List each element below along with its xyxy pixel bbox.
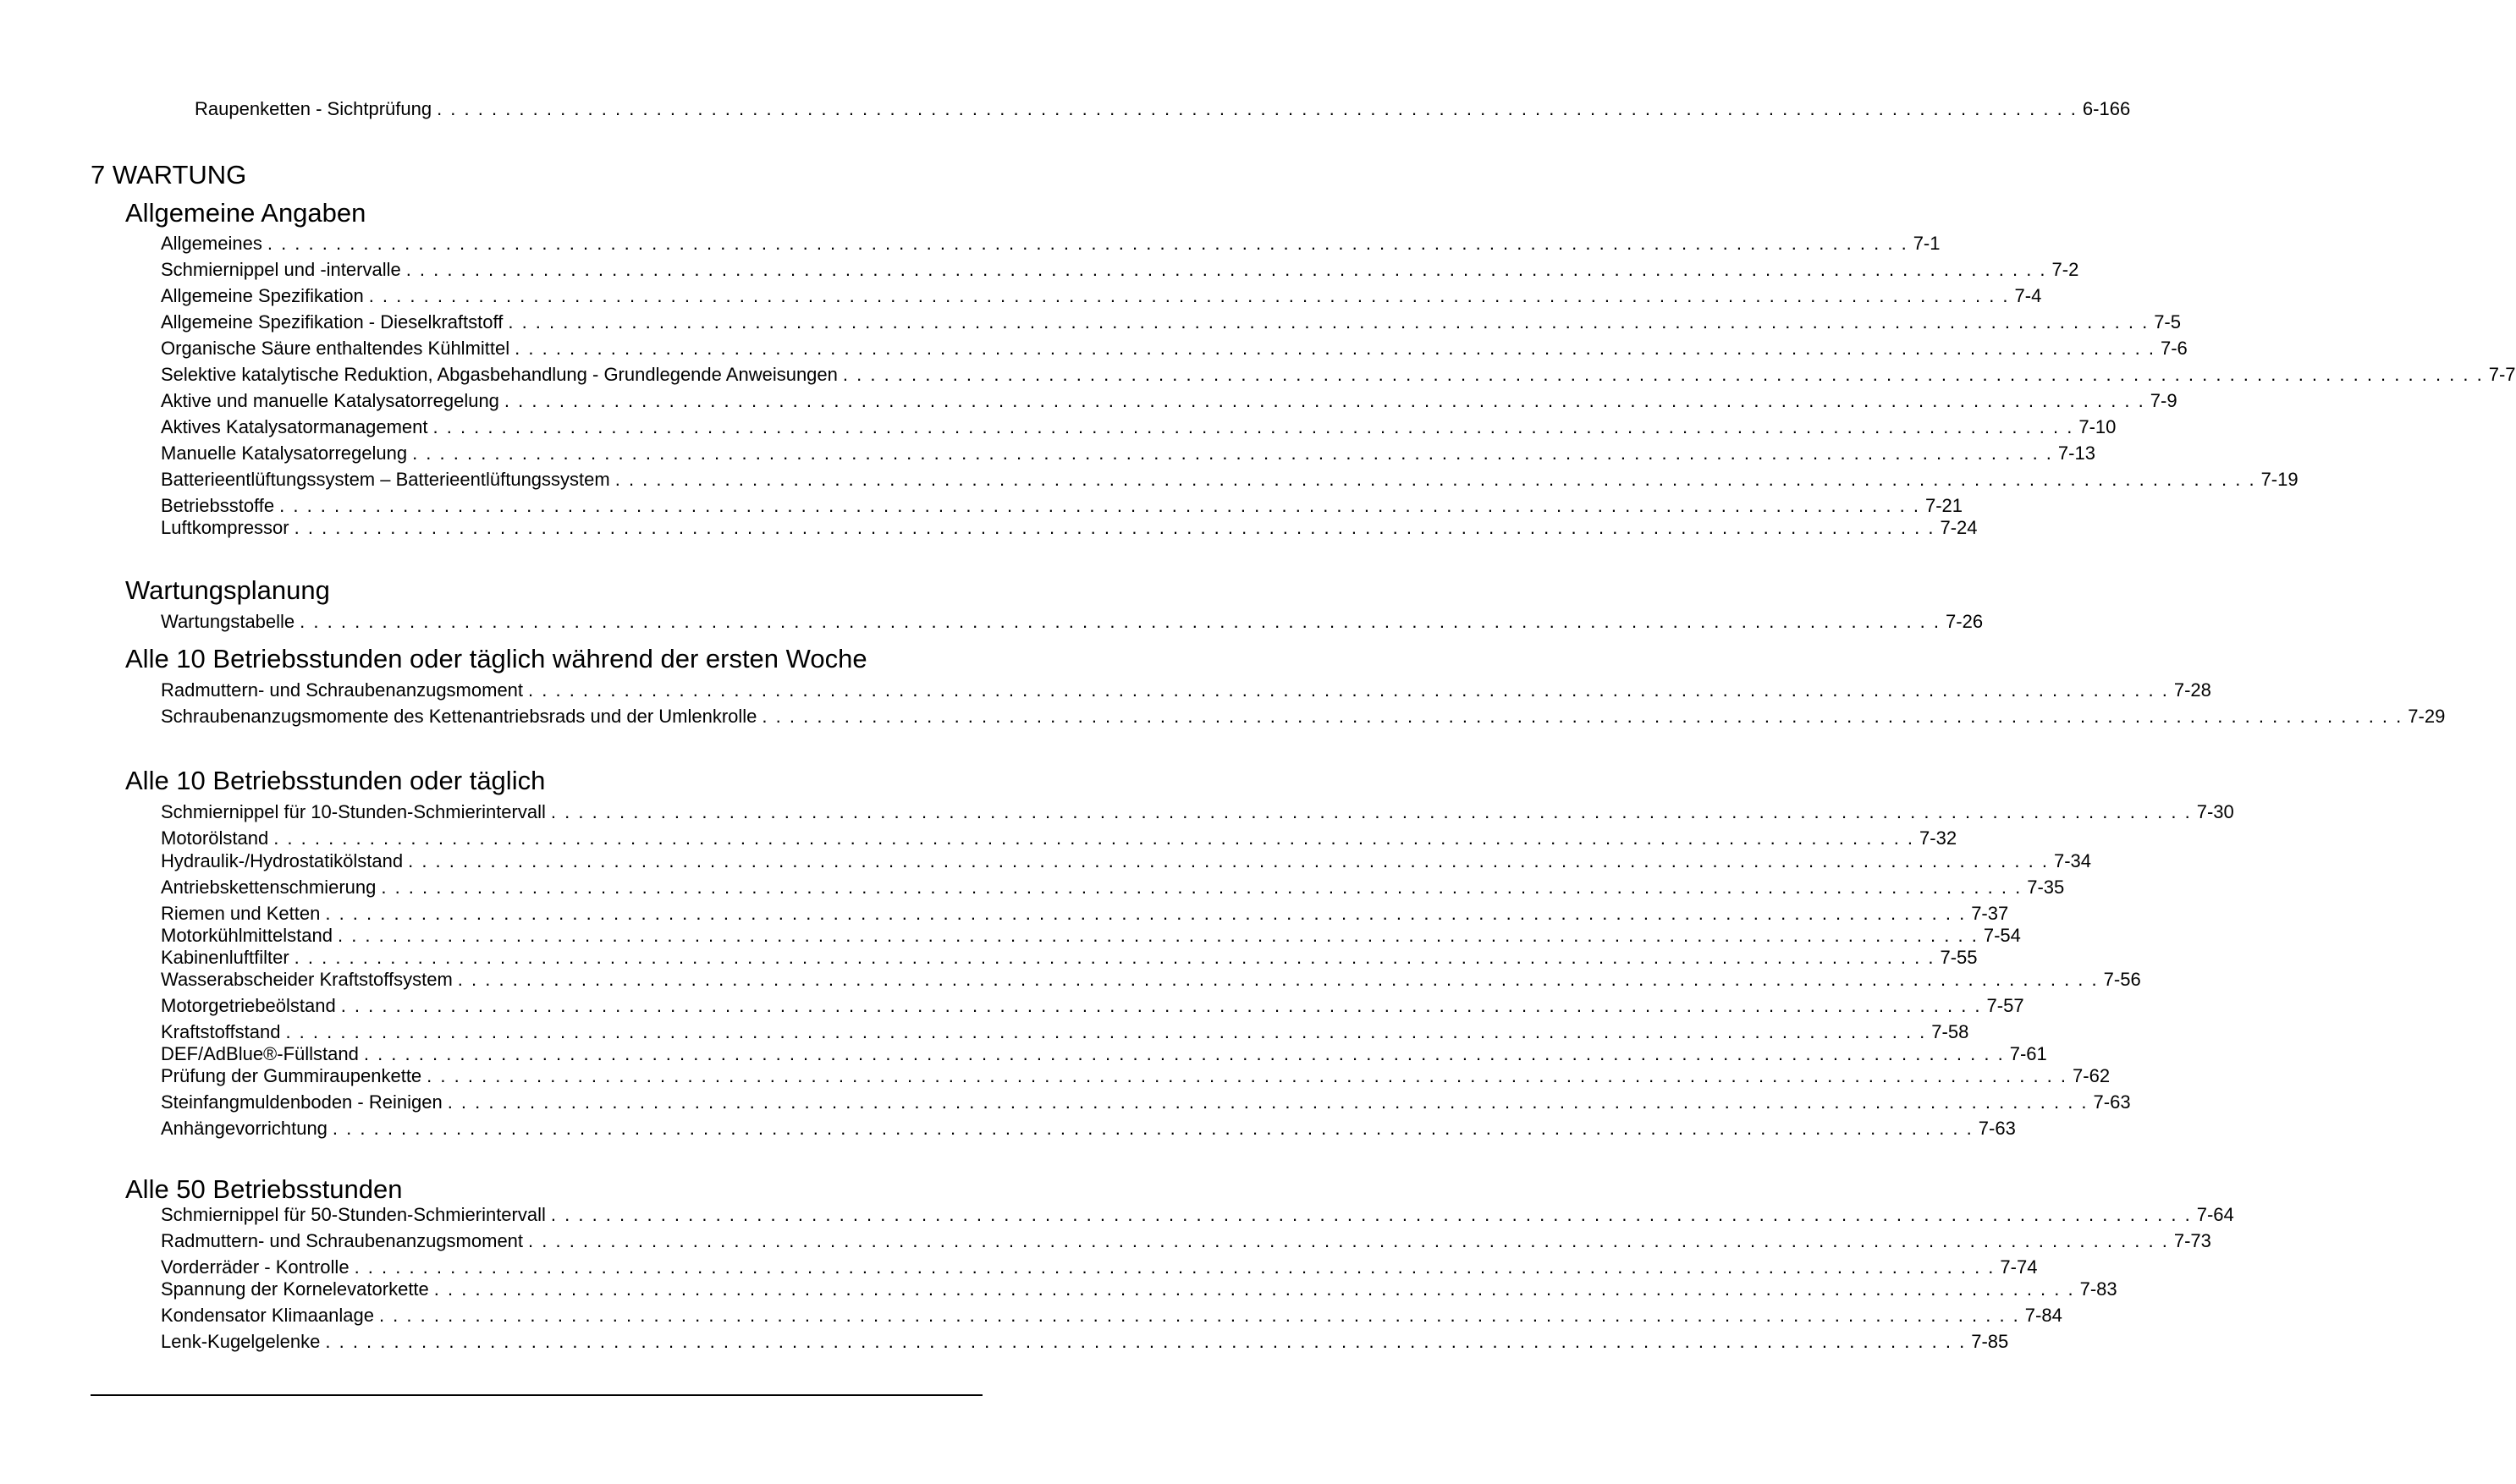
toc-entry[interactable] — [161, 850, 2091, 872]
dot-leader: . . . . . . . . . . . . . . . . . . . . . . . . . . . . . . . . . . . . . . . . . . . . . . . . . . . . . . . . . . . . . . . . . . . . . . . . . . . . . . . . . . . . . . . . . . . . . . . . . . . . . . . . . . . . . . . . . . . . . . . . — [340, 995, 1982, 1016]
section-title: Alle 10 Betriebsstunden oder täglich — [125, 766, 546, 795]
toc-entry-title: Kondensator Klimaanlage — [161, 1305, 374, 1326]
toc-entry[interactable] — [161, 1331, 2009, 1353]
toc-entry[interactable] — [161, 1065, 2111, 1087]
toc-entry[interactable] — [161, 1021, 1969, 1043]
dot-leader: . . . . . . . . . . . . . . . . . . . . . . . . . . . . . . . . . . . . . . . . . . . . . . . . . . . . . . . . . . . . . . . . . . . . . . . . . . . . . . . . . . . . . . . . . . . . . . . . . . . . . . . . . . . . . . . . . . . . . . . . — [437, 98, 2078, 119]
toc-entry[interactable] — [161, 1043, 2047, 1065]
dot-leader: . . . . . . . . . . . . . . . . . . . . . . . . . . . . . . . . . . . . . . . . . . . . . . . . . . . . . . . . . . . . . . . . . . . . . . . . . . . . . . . . . . . . . . . . . . . . . . . . . . . . . . . . . . . . . . . . . . . . . . . . — [363, 1043, 2005, 1064]
toc-entry-title: Schmiernippel für 50-Stunden-Schmierintervall — [161, 1204, 546, 1225]
toc-entry-title: Manuelle Katalysatorregelung — [161, 442, 408, 464]
toc-entry-page: 7-63 — [2093, 1091, 2131, 1113]
toc-entry[interactable] — [161, 925, 2021, 947]
toc-entry[interactable] — [161, 679, 2211, 701]
dot-leader: . . . . . . . . . . . . . . . . . . . . . . . . . . . . . . . . . . . . . . . . . . . . . . . . . . . . . . . . . . . . . . . . . . . . . . . . . . . . . . . . . . . . . . . . . . . . . . . . . . . . . . . . . . . . . . . . . . . . . . . . — [528, 679, 2169, 701]
dot-leader: . . . . . . . . . . . . . . . . . . . . . . . . . . . . . . . . . . . . . . . . . . . . . . . . . . . . . . . . . . . . . . . . . . . . . . . . . . . . . . . . . . . . . . . . . . . . . . . . . . . . . . . . . . . . . . . . . . . . . . . . — [550, 801, 2192, 822]
toc-entry[interactable] — [161, 706, 2446, 728]
toc-entry-title: Selektive katalytische Reduktion, Abgasbehandlung - Grundlegende Anweisungen — [161, 364, 838, 385]
toc-entry-page: 7-9 — [2150, 390, 2177, 411]
dot-leader: . . . . . . . . . . . . . . . . . . . . . . . . . . . . . . . . . . . . . . . . . . . . . . . . . . . . . . . . . . . . . . . . . . . . . . . . . . . . . . . . . . . . . . . . . . . . . . . . . . . . . . . . . . . . . . . . . . . . . . . . — [427, 1065, 2068, 1086]
toc-entry[interactable] — [161, 1278, 2117, 1300]
dot-leader: . . . . . . . . . . . . . . . . . . . . . . . . . . . . . . . . . . . . . . . . . . . . . . . . . . . . . . . . . . . . . . . . . . . . . . . . . . . . . . . . . . . . . . . . . . . . . . . . . . . . . . . . . . . . . . . . . . . . . . . . — [279, 495, 1920, 516]
toc-entry[interactable] — [161, 517, 1978, 539]
toc-entry-page: 7-1 — [1913, 233, 1941, 254]
toc-entry-page: 6-166 — [2082, 98, 2131, 119]
section-title: Alle 10 Betriebsstunden oder täglich während der ersten Woche — [125, 644, 867, 673]
toc-entry-title: Radmuttern- und Schraubenanzugsmoment — [161, 1230, 524, 1251]
toc-entry-title: Motorgetriebeölstand — [161, 995, 336, 1016]
toc-entry-title: Riemen und Ketten — [161, 903, 321, 924]
toc-entry-page: 7-5 — [2154, 311, 2181, 333]
toc-entry-top[interactable] — [195, 98, 2131, 120]
toc-entry-title: Raupenketten - Sichtprüfung — [195, 98, 432, 119]
dot-leader: . . . . . . . . . . . . . . . . . . . . . . . . . . . . . . . . . . . . . . . . . . . . . . . . . . . . . . . . . . . . . . . . . . . . . . . . . . . . . . . . . . . . . . . . . . . . . . . . . . . . . . . . . . . . . . . . . . . . . . . . — [294, 517, 1935, 538]
toc-entry-page: 7-4 — [2014, 285, 2042, 306]
toc-entry[interactable] — [161, 364, 2516, 386]
toc-entry-title: Schmiernippel für 10-Stunden-Schmierintervall — [161, 801, 546, 822]
toc-entry-page: 7-54 — [1983, 925, 2021, 946]
toc-entry-page: 7-73 — [2173, 1230, 2211, 1251]
toc-entry[interactable] — [161, 338, 2188, 360]
dot-leader: . . . . . . . . . . . . . . . . . . . . . . . . . . . . . . . . . . . . . . . . . . . . . . . . . . . . . . . . . . . . . . . . . . . . . . . . . . . . . . . . . . . . . . . . . . . . . . . . . . . . . . . . . . . . . . . . . . . . . . . . — [300, 611, 1941, 632]
section-title: Alle 50 Betriebsstunden — [125, 1174, 403, 1204]
toc-entry-title: Kabinenluftfilter — [161, 947, 289, 968]
dot-leader: . . . . . . . . . . . . . . . . . . . . . . . . . . . . . . . . . . . . . . . . . . . . . . . . . . . . . . . . . . . . . . . . . . . . . . . . . . . . . . . . . . . . . . . . . . . . . . . . . . . . . . . . . . . . . . . . . . . . . . . . — [447, 1091, 2089, 1113]
dot-leader: . . . . . . . . . . . . . . . . . . . . . . . . . . . . . . . . . . . . . . . . . . . . . . . . . . . . . . . . . . . . . . . . . . . . . . . . . . . . . . . . . . . . . . . . . . . . . . . . . . . . . . . . . . . . . . . . . . . . . . . . — [528, 1230, 2169, 1251]
dot-leader: . . . . . . . . . . . . . . . . . . . . . . . . . . . . . . . . . . . . . . . . . . . . . . . . . . . . . . . . . . . . . . . . . . . . . . . . . . . . . . . . . . . . . . . . . . . . . . . . . . . . . . . . . . . . . . . . . . . . . . . . — [294, 947, 1935, 968]
toc-entry-page: 7-21 — [1924, 495, 1963, 516]
toc-entry-page: 7-58 — [1931, 1021, 1969, 1042]
dot-leader: . . . . . . . . . . . . . . . . . . . . . . . . . . . . . . . . . . . . . . . . . . . . . . . . . . . . . . . . . . . . . . . . . . . . . . . . . . . . . . . . . . . . . . . . . . . . . . . . . . . . . . . . . . . . . . . . . . . . . . . . — [405, 259, 2047, 280]
footer-divider — [91, 1394, 983, 1396]
toc-entry-page: 7-10 — [2078, 416, 2117, 437]
toc-entry-page: 7-7 — [2488, 364, 2516, 385]
dot-leader: . . . . . . . . . . . . . . . . . . . . . . . . . . . . . . . . . . . . . . . . . . . . . . . . . . . . . . . . . . . . . . . . . . . . . . . . . . . . . . . . . . . . . . . . . . . . . . . . . . . . . . . . . . . . . . . . . . . . . . . . — [508, 311, 2150, 333]
toc-entry-page: 7-56 — [2103, 969, 2141, 990]
toc-entry-page: 7-55 — [1940, 947, 1978, 968]
dot-leader: . . . . . . . . . . . . . . . . . . . . . . . . . . . . . . . . . . . . . . . . . . . . . . . . . . . . . . . . . . . . . . . . . . . . . . . . . . . . . . . . . . . . . . . . . . . . . . . . . . . . . . . . . . . . . . . . . . . . . . . . — [550, 1204, 2192, 1225]
dot-leader: . . . . . . . . . . . . . . . . . . . . . . . . . . . . . . . . . . . . . . . . . . . . . . . . . . . . . . . . . . . . . . . . . . . . . . . . . . . . . . . . . . . . . . . . . . . . . . . . . . . . . . . . . . . . . . . . . . . . . . . . — [381, 877, 2023, 898]
toc-entry-title: Motorölstand — [161, 827, 269, 849]
chapter-title: 7 WARTUNG — [91, 160, 247, 190]
toc-entry-title: Hydraulik-/Hydrostatikölstand — [161, 850, 404, 871]
toc-entry[interactable] — [161, 947, 1978, 969]
toc-entry-page: 7-6 — [2160, 338, 2188, 359]
dot-leader: . . . . . . . . . . . . . . . . . . . . . . . . . . . . . . . . . . . . . . . . . . . . . . . . . . . . . . . . . . . . . . . . . . . . . . . . . . . . . . . . . . . . . . . . . . . . . . . . . . . . . . . . . . . . . . . . . . . . . . . . — [762, 706, 2403, 727]
toc-entry-title: Vorderräder - Kontrolle — [161, 1256, 350, 1278]
toc-entry-title: Wasserabscheider Kraftstoffsystem — [161, 969, 453, 990]
toc-entry[interactable] — [161, 311, 2181, 333]
toc-entry-page: 7-30 — [2196, 801, 2234, 822]
dot-leader: . . . . . . . . . . . . . . . . . . . . . . . . . . . . . . . . . . . . . . . . . . . . . . . . . . . . . . . . . . . . . . . . . . . . . . . . . . . . . . . . . . . . . . . . . . . . . . . . . . . . . . . . . . . . . . . . . . . . . . . . — [378, 1305, 2020, 1326]
toc-entry-title: Organische Säure enthaltendes Kühlmittel — [161, 338, 510, 359]
toc-entry-page: 7-57 — [1986, 995, 2024, 1016]
toc-entry-page: 7-37 — [1971, 903, 2009, 924]
dot-leader: . . . . . . . . . . . . . . . . . . . . . . . . . . . . . . . . . . . . . . . . . . . . . . . . . . . . . . . . . . . . . . . . . . . . . . . . . . . . . . . . . . . . . . . . . . . . . . . . . . . . . . . . . . . . . . . . . . . . . . . . — [354, 1256, 1996, 1278]
toc-entry[interactable] — [161, 259, 2079, 281]
toc-entry-page: 7-62 — [2073, 1065, 2111, 1086]
toc-entry-title: DEF/AdBlue®-Füllstand — [161, 1043, 359, 1064]
toc-entry-title: Batterieentlüftungssystem – Batterieentlüftungssystem — [161, 469, 610, 490]
toc-entry[interactable] — [161, 495, 1963, 517]
toc-entry-page: 7-63 — [1978, 1118, 2016, 1139]
dot-leader: . . . . . . . . . . . . . . . . . . . . . . . . . . . . . . . . . . . . . . . . . . . . . . . . . . . . . . . . . . . . . . . . . . . . . . . . . . . . . . . . . . . . . . . . . . . . . . . . . . . . . . . . . . . . . . . . . . . . . . . . — [842, 364, 2484, 385]
toc-entry[interactable] — [161, 1230, 2211, 1252]
toc-entry[interactable] — [161, 877, 2065, 899]
toc-entry-page: 7-74 — [2000, 1256, 2038, 1278]
dot-leader: . . . . . . . . . . . . . . . . . . . . . . . . . . . . . . . . . . . . . . . . . . . . . . . . . . . . . . . . . . . . . . . . . . . . . . . . . . . . . . . . . . . . . . . . . . . . . . . . . . . . . . . . . . . . . . . . . . . . . . . . — [325, 1331, 1967, 1352]
toc-entry[interactable] — [161, 233, 1941, 255]
toc-entry-page: 7-64 — [2196, 1204, 2234, 1225]
section-title: Wartungsplanung — [125, 575, 330, 605]
toc-entry-page: 7-13 — [2057, 442, 2095, 464]
toc-entry[interactable] — [161, 611, 1984, 633]
toc-entry-page: 7-26 — [1946, 611, 1984, 632]
toc-entry[interactable] — [161, 285, 2042, 307]
toc-entry[interactable] — [161, 390, 2177, 412]
dot-leader: . . . . . . . . . . . . . . . . . . . . . . . . . . . . . . . . . . . . . . . . . . . . . . . . . . . . . . . . . . . . . . . . . . . . . . . . . . . . . . . . . . . . . . . . . . . . . . . . . . . . . . . . . . . . . . . . . . . . . . . . — [273, 827, 1915, 849]
dot-leader: . . . . . . . . . . . . . . . . . . . . . . . . . . . . . . . . . . . . . . . . . . . . . . . . . . . . . . . . . . . . . . . . . . . . . . . . . . . . . . . . . . . . . . . . . . . . . . . . . . . . . . . . . . . . . . . . . . . . . . . . — [457, 969, 2099, 990]
toc-entry[interactable] — [161, 969, 2141, 991]
toc-entry-title: Betriebsstoffe — [161, 495, 275, 516]
toc-entry[interactable] — [161, 1204, 2234, 1226]
toc-entry-page: 7-19 — [2260, 469, 2299, 490]
dot-leader: . . . . . . . . . . . . . . . . . . . . . . . . . . . . . . . . . . . . . . . . . . . . . . . . . . . . . . . . . . . . . . . . . . . . . . . . . . . . . . . . . . . . . . . . . . . . . . . . . . . . . . . . . . . . . . . . . . . . . . . . — [267, 233, 1908, 254]
toc-entry[interactable] — [161, 1256, 2038, 1278]
dot-leader: . . . . . . . . . . . . . . . . . . . . . . . . . . . . . . . . . . . . . . . . . . . . . . . . . . . . . . . . . . . . . . . . . . . . . . . . . . . . . . . . . . . . . . . . . . . . . . . . . . . . . . . . . . . . . . . . . . . . . . . . — [368, 285, 2010, 306]
toc-entry-title: Allgemeines — [161, 233, 262, 254]
toc-entry[interactable] — [161, 1118, 2016, 1140]
toc-entry[interactable] — [161, 1305, 2062, 1327]
toc-entry-title: Antriebskettenschmierung — [161, 877, 377, 898]
toc-entry-title: Allgemeine Spezifikation — [161, 285, 364, 306]
toc-entry-title: Luftkompressor — [161, 517, 289, 538]
toc-entry-title: Wartungstabelle — [161, 611, 295, 632]
dot-leader: . . . . . . . . . . . . . . . . . . . . . . . . . . . . . . . . . . . . . . . . . . . . . . . . . . . . . . . . . . . . . . . . . . . . . . . . . . . . . . . . . . . . . . . . . . . . . . . . . . . . . . . . . . . . . . . . . . . . . . . . — [614, 469, 2256, 490]
section-title: Allgemeine Angaben — [125, 198, 366, 228]
toc-entry-page: 7-2 — [2051, 259, 2079, 280]
dot-leader: . . . . . . . . . . . . . . . . . . . . . . . . . . . . . . . . . . . . . . . . . . . . . . . . . . . . . . . . . . . . . . . . . . . . . . . . . . . . . . . . . . . . . . . . . . . . . . . . . . . . . . . . . . . . . . . . . . . . . . . . — [285, 1021, 1927, 1042]
toc-entry[interactable] — [161, 995, 2024, 1017]
dot-leader: . . . . . . . . . . . . . . . . . . . . . . . . . . . . . . . . . . . . . . . . . . . . . . . . . . . . . . . . . . . . . . . . . . . . . . . . . . . . . . . . . . . . . . . . . . . . . . . . . . . . . . . . . . . . . . . . . . . . . . . . — [408, 850, 2049, 871]
toc-entry-title: Steinfangmuldenboden - Reinigen — [161, 1091, 443, 1113]
toc-entry-page: 7-32 — [1919, 827, 1957, 849]
toc-entry-title: Radmuttern- und Schraubenanzugsmoment — [161, 679, 524, 701]
toc-entry[interactable] — [161, 442, 2095, 464]
toc-entry-title: Aktive und manuelle Katalysatorregelung — [161, 390, 499, 411]
toc-entry[interactable] — [161, 1091, 2131, 1113]
toc-entry-title: Anhängevorrichtung — [161, 1118, 328, 1139]
toc-entry-title: Prüfung der Gummiraupenkette — [161, 1065, 422, 1086]
toc-entry[interactable] — [161, 903, 2009, 925]
toc-entry-title: Lenk-Kugelgelenke — [161, 1331, 321, 1352]
dot-leader: . . . . . . . . . . . . . . . . . . . . . . . . . . . . . . . . . . . . . . . . . . . . . . . . . . . . . . . . . . . . . . . . . . . . . . . . . . . . . . . . . . . . . . . . . . . . . . . . . . . . . . . . . . . . . . . . . . . . . . . . — [337, 925, 1979, 946]
toc-entry-title: Schraubenanzugsmomente des Kettenantriebsrads und der Umlenkrolle — [161, 706, 757, 727]
toc-entry-page: 7-83 — [2079, 1278, 2117, 1300]
toc-entry-page: 7-29 — [2408, 706, 2446, 727]
dot-leader: . . . . . . . . . . . . . . . . . . . . . . . . . . . . . . . . . . . . . . . . . . . . . . . . . . . . . . . . . . . . . . . . . . . . . . . . . . . . . . . . . . . . . . . . . . . . . . . . . . . . . . . . . . . . . . . . . . . . . . . . — [432, 416, 2074, 437]
toc-entry[interactable] — [161, 469, 2299, 491]
toc-entry[interactable] — [161, 801, 2234, 823]
dot-leader: . . . . . . . . . . . . . . . . . . . . . . . . . . . . . . . . . . . . . . . . . . . . . . . . . . . . . . . . . . . . . . . . . . . . . . . . . . . . . . . . . . . . . . . . . . . . . . . . . . . . . . . . . . . . . . . . . . . . . . . . — [412, 442, 2053, 464]
dot-leader: . . . . . . . . . . . . . . . . . . . . . . . . . . . . . . . . . . . . . . . . . . . . . . . . . . . . . . . . . . . . . . . . . . . . . . . . . . . . . . . . . . . . . . . . . . . . . . . . . . . . . . . . . . . . . . . . . . . . . . . . — [332, 1118, 1974, 1139]
toc-entry-page: 7-28 — [2173, 679, 2211, 701]
dot-leader: . . . . . . . . . . . . . . . . . . . . . . . . . . . . . . . . . . . . . . . . . . . . . . . . . . . . . . . . . . . . . . . . . . . . . . . . . . . . . . . . . . . . . . . . . . . . . . . . . . . . . . . . . . . . . . . . . . . . . . . . — [325, 903, 1967, 924]
toc-entry-page: 7-34 — [2053, 850, 2091, 871]
toc-entry-title: Schmiernippel und -intervalle — [161, 259, 401, 280]
toc-entry-page: 7-84 — [2024, 1305, 2062, 1326]
toc-entry-title: Kraftstoffstand — [161, 1021, 281, 1042]
toc-entry-page: 7-61 — [2009, 1043, 2047, 1064]
toc-entry[interactable] — [161, 416, 2117, 438]
toc-entry-page: 7-35 — [2027, 877, 2065, 898]
toc-entry-page: 7-85 — [1971, 1331, 2009, 1352]
toc-entry-title: Spannung der Kornelevatorkette — [161, 1278, 429, 1300]
toc-entry-title: Motorkühlmittelstand — [161, 925, 333, 946]
dot-leader: . . . . . . . . . . . . . . . . . . . . . . . . . . . . . . . . . . . . . . . . . . . . . . . . . . . . . . . . . . . . . . . . . . . . . . . . . . . . . . . . . . . . . . . . . . . . . . . . . . . . . . . . . . . . . . . . . . . . . . . . — [515, 338, 2155, 359]
toc-entry[interactable] — [161, 827, 1957, 849]
toc-entry-page: 7-24 — [1940, 517, 1978, 538]
dot-leader: . . . . . . . . . . . . . . . . . . . . . . . . . . . . . . . . . . . . . . . . . . . . . . . . . . . . . . . . . . . . . . . . . . . . . . . . . . . . . . . . . . . . . . . . . . . . . . . . . . . . . . . . . . . . . . . . . . . . . . . . — [433, 1278, 2075, 1300]
toc-entry-title: Allgemeine Spezifikation - Dieselkraftstoff — [161, 311, 504, 333]
dot-leader: . . . . . . . . . . . . . . . . . . . . . . . . . . . . . . . . . . . . . . . . . . . . . . . . . . . . . . . . . . . . . . . . . . . . . . . . . . . . . . . . . . . . . . . . . . . . . . . . . . . . . . . . . . . . . . . . . . . . . . . . — [504, 390, 2145, 411]
toc-entry-title: Aktives Katalysatormanagement — [161, 416, 428, 437]
